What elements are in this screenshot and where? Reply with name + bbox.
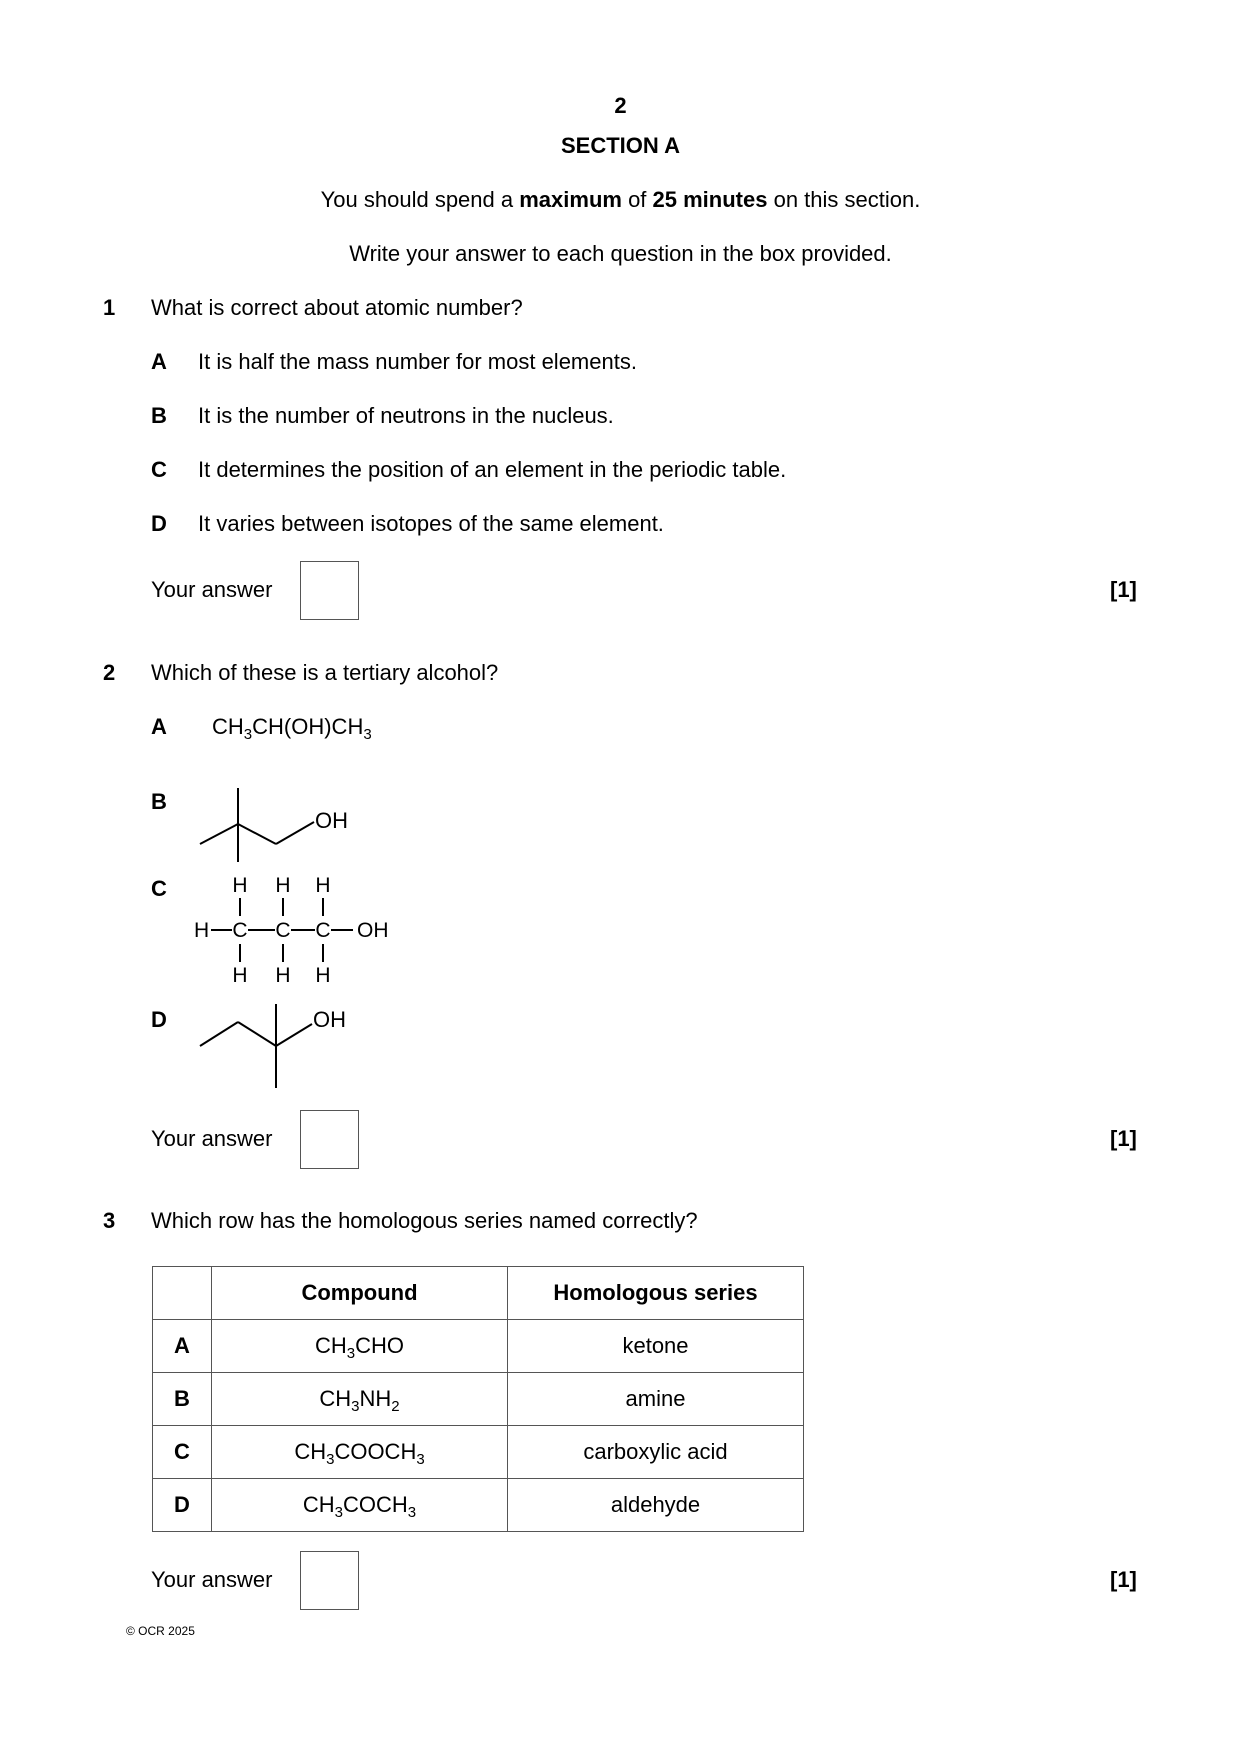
question-text: What is correct about atomic number? <box>151 295 523 320</box>
option-text: It is half the mass number for most elements. <box>198 349 637 374</box>
option-letter: B <box>151 789 167 814</box>
series-cell: amine <box>508 1373 804 1426</box>
skeletal-structure-d <box>190 996 370 1096</box>
table-row <box>153 1479 804 1532</box>
option-text: It varies between isotopes of the same element. <box>198 511 664 536</box>
question-number: 2 <box>103 660 116 685</box>
copyright: © OCR 2025 <box>126 1624 195 1638</box>
row-letter: C <box>153 1426 212 1479</box>
svg-text:H: H <box>232 874 248 897</box>
skeletal-structure-b <box>190 780 370 872</box>
oh-label: OH <box>313 1007 346 1032</box>
svg-text:C: C <box>315 919 331 942</box>
compound-cell: $CH_3NH_2$ <box>212 1373 508 1426</box>
svg-text:C: C <box>275 919 291 942</box>
time-instruction: You should spend a maximum of 25 minutes on this section. <box>320 187 921 212</box>
homologous-series-table <box>152 1266 804 1532</box>
svg-text:OH: OH <box>357 919 389 942</box>
svg-text:H: H <box>232 964 248 987</box>
option-letter: D <box>151 511 167 536</box>
marks: [1] <box>1110 1567 1137 1592</box>
option-text: It determines the position of an element in the periodic table. <box>198 457 787 482</box>
option-letter: B <box>151 403 167 428</box>
row-letter: A <box>153 1320 212 1373</box>
option-letter: A <box>151 349 167 374</box>
compound-cell: $CH_3CHO$ <box>212 1320 508 1373</box>
series-cell: aldehyde <box>508 1479 804 1532</box>
your-answer-label: Your answer <box>151 1126 273 1151</box>
answer-box[interactable] <box>300 1551 359 1610</box>
section-title: SECTION A <box>561 133 680 158</box>
oh-label: OH <box>315 808 348 833</box>
option-letter: A <box>151 714 167 739</box>
question-number: 1 <box>103 295 116 320</box>
formula: $CH_3CH(OH)CH_3$ <box>212 714 372 743</box>
table-header <box>153 1267 212 1320</box>
table-header: Homologous series <box>508 1267 804 1320</box>
compound-cell: $CH_3COCH_3$ <box>212 1479 508 1532</box>
series-cell: carboxylic acid <box>508 1426 804 1479</box>
series-cell: ketone <box>508 1320 804 1373</box>
option-letter: D <box>151 1007 167 1032</box>
marks: [1] <box>1110 1126 1137 1151</box>
svg-text:C: C <box>232 919 248 942</box>
your-answer-label: Your answer <box>151 1567 273 1592</box>
displayed-formula-c <box>190 868 430 990</box>
option-letter: C <box>151 457 167 482</box>
row-letter: B <box>153 1373 212 1426</box>
row-letter: D <box>153 1479 212 1532</box>
marks: [1] <box>1110 577 1137 602</box>
answer-box[interactable] <box>300 561 359 620</box>
option-text: It is the number of neutrons in the nucleus. <box>198 403 614 428</box>
svg-text:H: H <box>275 874 291 897</box>
svg-text:H: H <box>275 964 291 987</box>
compound-cell: $CH_3COOCH_3$ <box>212 1426 508 1479</box>
table-row <box>153 1373 804 1426</box>
answer-box[interactable] <box>300 1110 359 1169</box>
option-letter: C <box>151 876 167 901</box>
svg-text:H: H <box>315 964 331 987</box>
question-number: 3 <box>103 1208 116 1233</box>
table-header-row <box>153 1267 804 1320</box>
table-header: Compound <box>212 1267 508 1320</box>
table-row <box>153 1320 804 1373</box>
question-text: Which row has the homologous series named correctly? <box>151 1208 698 1233</box>
your-answer-label: Your answer <box>151 577 273 602</box>
table-row <box>153 1426 804 1479</box>
answer-instruction: Write your answer to each question in the box provided. <box>349 241 892 266</box>
svg-text:H: H <box>194 919 210 942</box>
svg-text:H: H <box>315 874 331 897</box>
question-text: Which of these is a tertiary alcohol? <box>151 660 499 685</box>
page-number: 2 <box>614 93 627 118</box>
